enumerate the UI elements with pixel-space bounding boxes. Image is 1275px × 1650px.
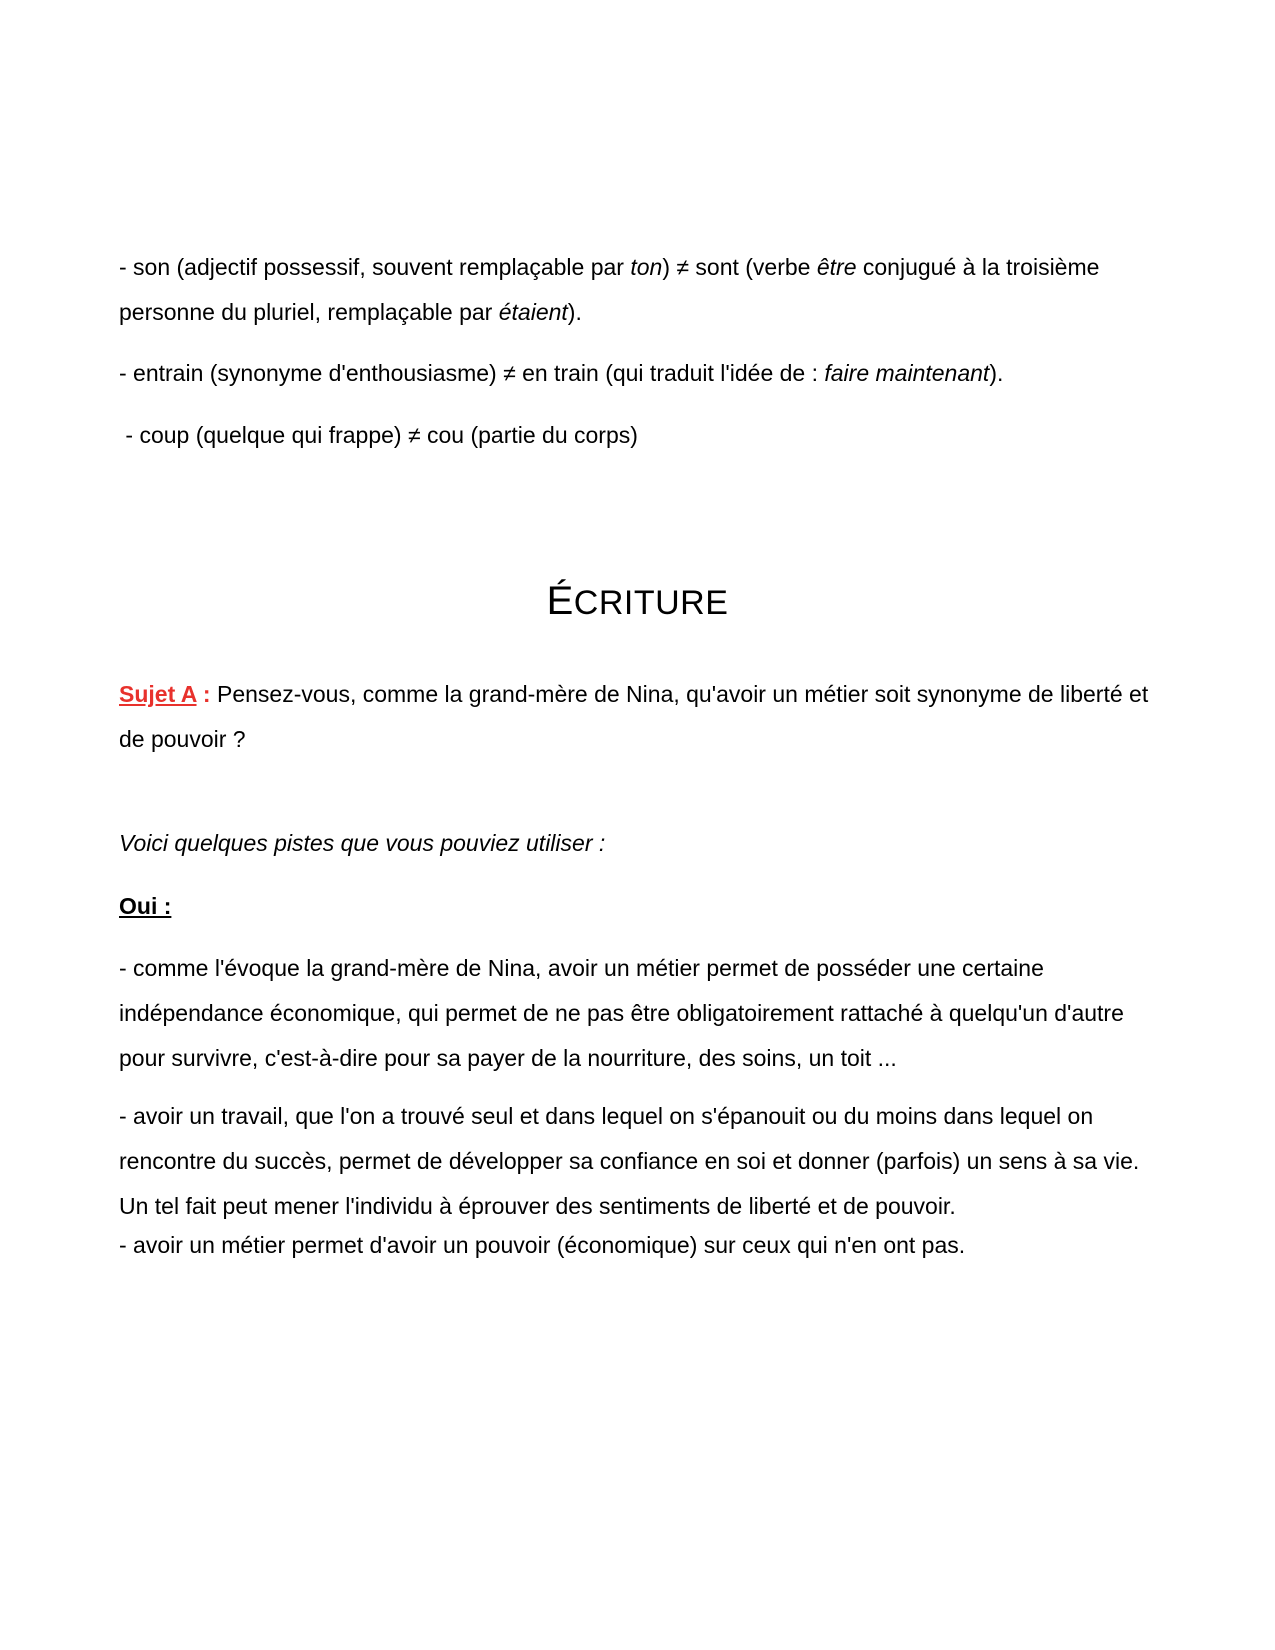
oui-point-1: - comme l'évoque la grand-mère de Nina, avoir un métier permet de posséder une certaine indépendance économique, qui permet de ne pas être obligatoirement rattaché à quelqu'un d'autre pour survivre, c'est-à-dire pour sa payer de la nourriture, des soins, un toit ... — [119, 955, 1124, 1071]
sujet-a-paragraph — [119, 672, 1159, 762]
homophone-son-paragraph — [119, 245, 1159, 335]
son-text-3: conjugué à la troisième personne du pluriel, remplaçable par — [119, 254, 1100, 325]
son-italic-etaient: étaient — [498, 299, 568, 325]
son-text-2: ) ≠ sont (verbe — [662, 254, 817, 280]
son-text-1: - son (adjectif possessif, souvent remplaçable par — [119, 254, 631, 280]
homophone-entrain-paragraph — [119, 351, 1159, 396]
oui-point-3: - avoir un métier permet d'avoir un pouvoir (économique) sur ceux qui n'en ont pas. — [119, 1232, 966, 1258]
oui-label: Oui : — [119, 893, 172, 919]
homophone-coup-paragraph: - coup (quelque qui frappe) ≠ cou (partie du corps) — [119, 422, 638, 448]
section-title — [0, 574, 1275, 630]
pistes-intro: Voici quelques pistes que vous pouviez utiliser : — [119, 830, 606, 856]
section-title-rest: CRITURE — [573, 584, 729, 622]
oui-point-2: - avoir un travail, que l'on a trouvé seul et dans lequel on s'épanouit ou du moins dans lequel on rencontre du succès, permet de développer sa confiance en soi et donner (parfois) un sens à sa vie. Un tel fait peut mener l'individu à éprouver des sentiments de liberté et de pouvoir. — [119, 1103, 1140, 1219]
sujet-a-label: Sujet A — [119, 681, 197, 707]
entrain-italic-faire: faire maintenant — [824, 360, 990, 386]
entrain-text-1: - entrain (synonyme d'enthousiasme) ≠ en train (qui traduit l'idée de : — [119, 360, 825, 386]
entrain-text-2: ). — [989, 360, 1004, 386]
son-italic-ton: ton — [630, 254, 663, 280]
son-italic-etre: être — [816, 254, 857, 280]
son-text-4: ). — [567, 299, 582, 325]
sujet-a-question: Pensez-vous, comme la grand-mère de Nina, qu'avoir un métier soit synonyme de liberté et de pouvoir ? — [119, 681, 1149, 752]
sujet-a-colon: : — [196, 681, 211, 707]
oui-heading — [119, 884, 1159, 929]
section-title-initial: É — [546, 579, 574, 623]
